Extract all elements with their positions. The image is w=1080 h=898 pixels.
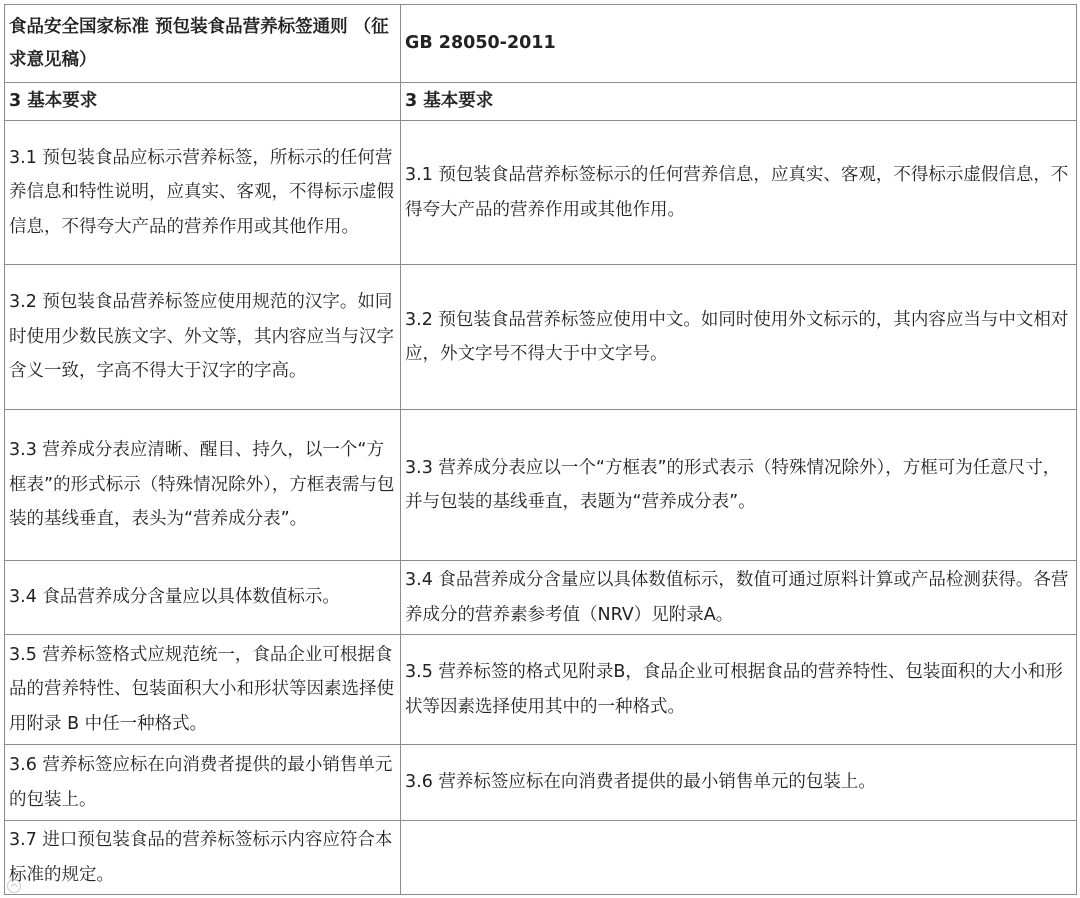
comparison-table (4, 4, 1077, 895)
table-row (5, 821, 1077, 895)
draft-clause-3-5: 3.5 营养标签格式应规范统一，食品企业可根据食品的营养特性、包装面积大小和形状等因素选择使用附录 B 中任一种格式。 (5, 635, 401, 745)
table-row (5, 635, 1077, 745)
standard-clause-3-4: 3.4 食品营养成分含量应以具体数值标示，数值可通过原料计算或产品检测获得。各营养成分的营养素参考值（NRV）见附录A。 (401, 561, 1077, 635)
draft-clause-3-4: 3.4 食品营养成分含量应以具体数值标示。 (5, 561, 401, 635)
watermark (6, 878, 22, 894)
header-standard-code: GB 28050-2011 (401, 5, 1077, 83)
draft-clause-3-7: 3.7 进口预包装食品的营养标签标示内容应符合本标准的规定。 (5, 821, 401, 895)
section-standard-heading: 3 基本要求 (401, 83, 1077, 121)
standard-clause-3-5: 3.5 营养标签的格式见附录B，食品企业可根据食品的营养特性、包装面积的大小和形状等因素选择使用其中的一种格式。 (401, 635, 1077, 745)
section-draft-heading: 3 基本要求 (5, 83, 401, 121)
standard-clause-3-6: 3.6 营养标签应标在向消费者提供的最小销售单元的包装上。 (401, 745, 1077, 821)
draft-clause-3-2: 3.2 预包装食品营养标签应使用规范的汉字。如同时使用少数民族文字、外文等，其内容应当与汉字含义一致，字高不得大于汉字的字高。 (5, 265, 401, 410)
header-row (5, 5, 1077, 83)
table-row (5, 745, 1077, 821)
draft-clause-3-6: 3.6 营养标签应标在向消费者提供的最小销售单元的包装上。 (5, 745, 401, 821)
table-row (5, 121, 1077, 265)
table-row (5, 561, 1077, 635)
standard-clause-3-7-empty (401, 821, 1077, 895)
watermark-logo-icon (6, 878, 22, 894)
standard-clause-3-2: 3.2 预包装食品营养标签应使用中文。如同时使用外文标示的，其内容应当与中文相对应，外文字号不得大于中文字号。 (401, 265, 1077, 410)
standard-clause-3-1: 3.1 预包装食品营养标签标示的任何营养信息，应真实、客观，不得标示虚假信息，不得夸大产品的营养作用或其他作用。 (401, 121, 1077, 265)
table-row (5, 265, 1077, 410)
draft-clause-3-3: 3.3 营养成分表应清晰、醒目、持久，以一个“方框表”的形式标示（特殊情况除外），方框表需与包装的基线垂直，表头为“营养成分表”。 (5, 410, 401, 561)
draft-clause-3-1: 3.1 预包装食品应标示营养标签，所标示的任何营养信息和特性说明，应真实、客观，不得标示虚假信息，不得夸大产品的营养作用或其他作用。 (5, 121, 401, 265)
table-row (5, 410, 1077, 561)
section-row (5, 83, 1077, 121)
standard-clause-3-3: 3.3 营养成分表应以一个“方框表”的形式表示（特殊情况除外），方框可为任意尺寸，并与包装的基线垂直，表题为“营养成分表”。 (401, 410, 1077, 561)
header-draft-title: 食品安全国家标准 预包装食品营养标签通则 （征求意见稿） (5, 5, 401, 83)
